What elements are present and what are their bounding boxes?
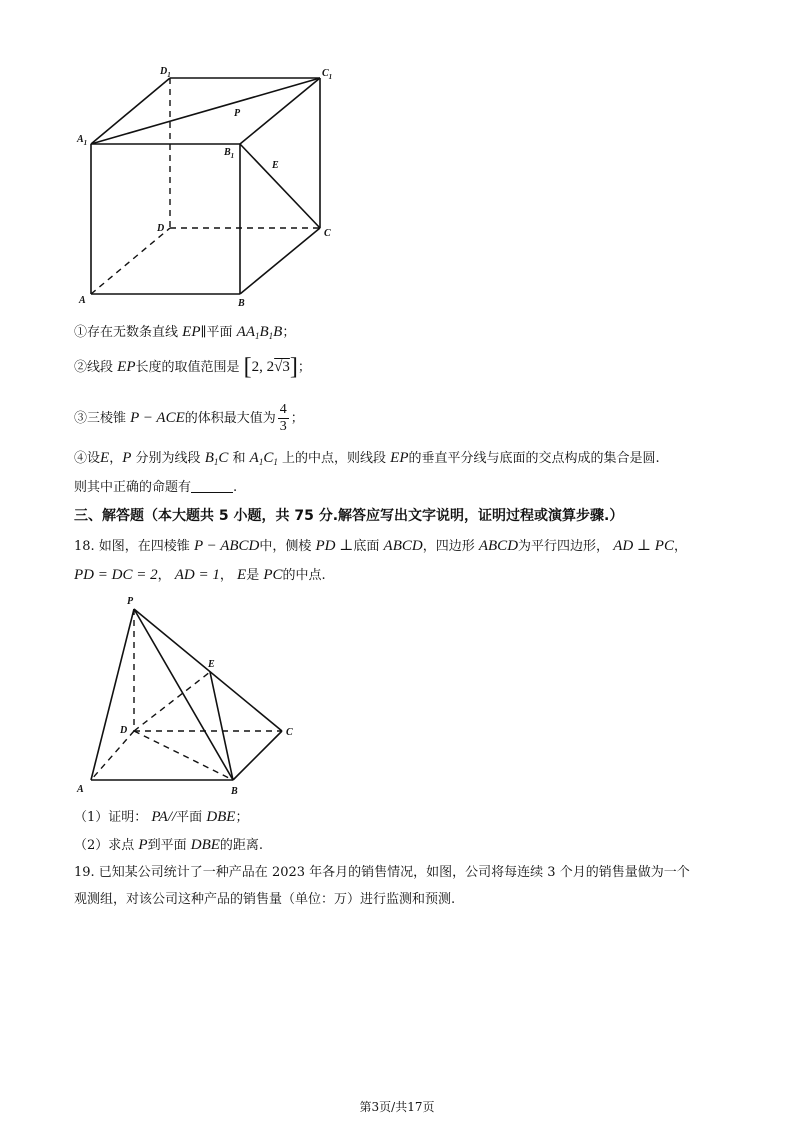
statement-3: ③三棱锥 P − ACE的体积最大值为 $\frac{4}{3}$ ； xyxy=(74,402,304,434)
fig-label-B: B xyxy=(231,786,238,797)
label-P: P xyxy=(234,108,241,119)
section-heading: 三、解答题（本大题共 5 小题，共 75 分.解答应写出文字说明，证明过程或演算步骤.） xyxy=(74,508,624,524)
label-D: D xyxy=(157,223,165,234)
hidden-edge-D-B xyxy=(134,731,233,780)
segment-E-B xyxy=(210,672,233,780)
statement-1: ①存在无数条直线 EP∥平面 $AA_1B_1B$； xyxy=(74,324,296,341)
edge-P-C xyxy=(134,609,282,731)
label-D1: $D_1$ xyxy=(160,66,171,79)
fig-label-P: P xyxy=(127,596,134,607)
label-A: A xyxy=(79,295,86,306)
fig-label-E: E xyxy=(208,659,215,670)
label-C: C xyxy=(324,228,331,239)
label-B1: $B_1$ xyxy=(224,147,235,160)
q18-part1: （1）证明： PA//平面 DBE； xyxy=(74,809,249,825)
cube-figure xyxy=(0,0,794,320)
edge-P-A xyxy=(91,609,134,780)
answer-blank xyxy=(191,480,233,493)
label-A1: $A_1$ xyxy=(77,134,88,147)
fig-label-D: D xyxy=(120,725,128,736)
label-C1: $C_1$ xyxy=(322,68,333,81)
edge-P-B xyxy=(134,609,233,780)
edge-B-C xyxy=(233,731,282,780)
edge-B-C xyxy=(240,228,320,294)
diagonal-A1-C1 xyxy=(91,78,320,144)
q18-part2: （2）求点 P到平面 DBE的距离. xyxy=(74,837,264,853)
diagonal-B1-C xyxy=(240,144,320,228)
label-E: E xyxy=(272,160,279,171)
statement-2: ②线段 EP长度的取值范围是 [2, 2√3]； xyxy=(74,354,311,380)
q19-line1: 19. 已知某公司统计了一种产品在 2023 年各月的销售情况，如图，公司将每连续 3 个月的销售量做为一个 xyxy=(74,865,690,880)
fraction-four-thirds: $\frac{4}{3}$ xyxy=(279,402,287,434)
q18-stem-line2: PD = DC = 2， AD = 1， E是 PC的中点. xyxy=(74,567,326,583)
conclusion-line: 则其中正确的命题有 . xyxy=(74,480,238,495)
edge-A1-D1 xyxy=(91,78,170,144)
hidden-edge-D-A xyxy=(91,731,134,780)
fig-label-A: A xyxy=(77,784,84,795)
fig-label-C: C xyxy=(286,727,293,738)
page-footer: 第3页/共17页 xyxy=(359,1100,435,1114)
statement-4: ④设E，P 分别为线段 $B_1C$ 和 $A_1C_1$ 上的中点，则线段 EP的垂直平分线与底面的交点构成的集合是圆. xyxy=(74,450,660,467)
hidden-edge-D-E xyxy=(134,672,210,731)
q19-line2: 观测组，对该公司这种产品的销售量（单位：万）进行监测和预测. xyxy=(74,892,456,907)
hidden-edge-A-D xyxy=(91,228,170,294)
q18-stem-line1: 18. 如图，在四棱锥 P − ABCD中，侧棱 PD ⊥底面 ABCD，四边形 ABCD为平行四边形， AD ⊥ PC， xyxy=(74,538,687,554)
label-B: B xyxy=(238,298,245,309)
edge-B1-C1 xyxy=(240,78,320,144)
